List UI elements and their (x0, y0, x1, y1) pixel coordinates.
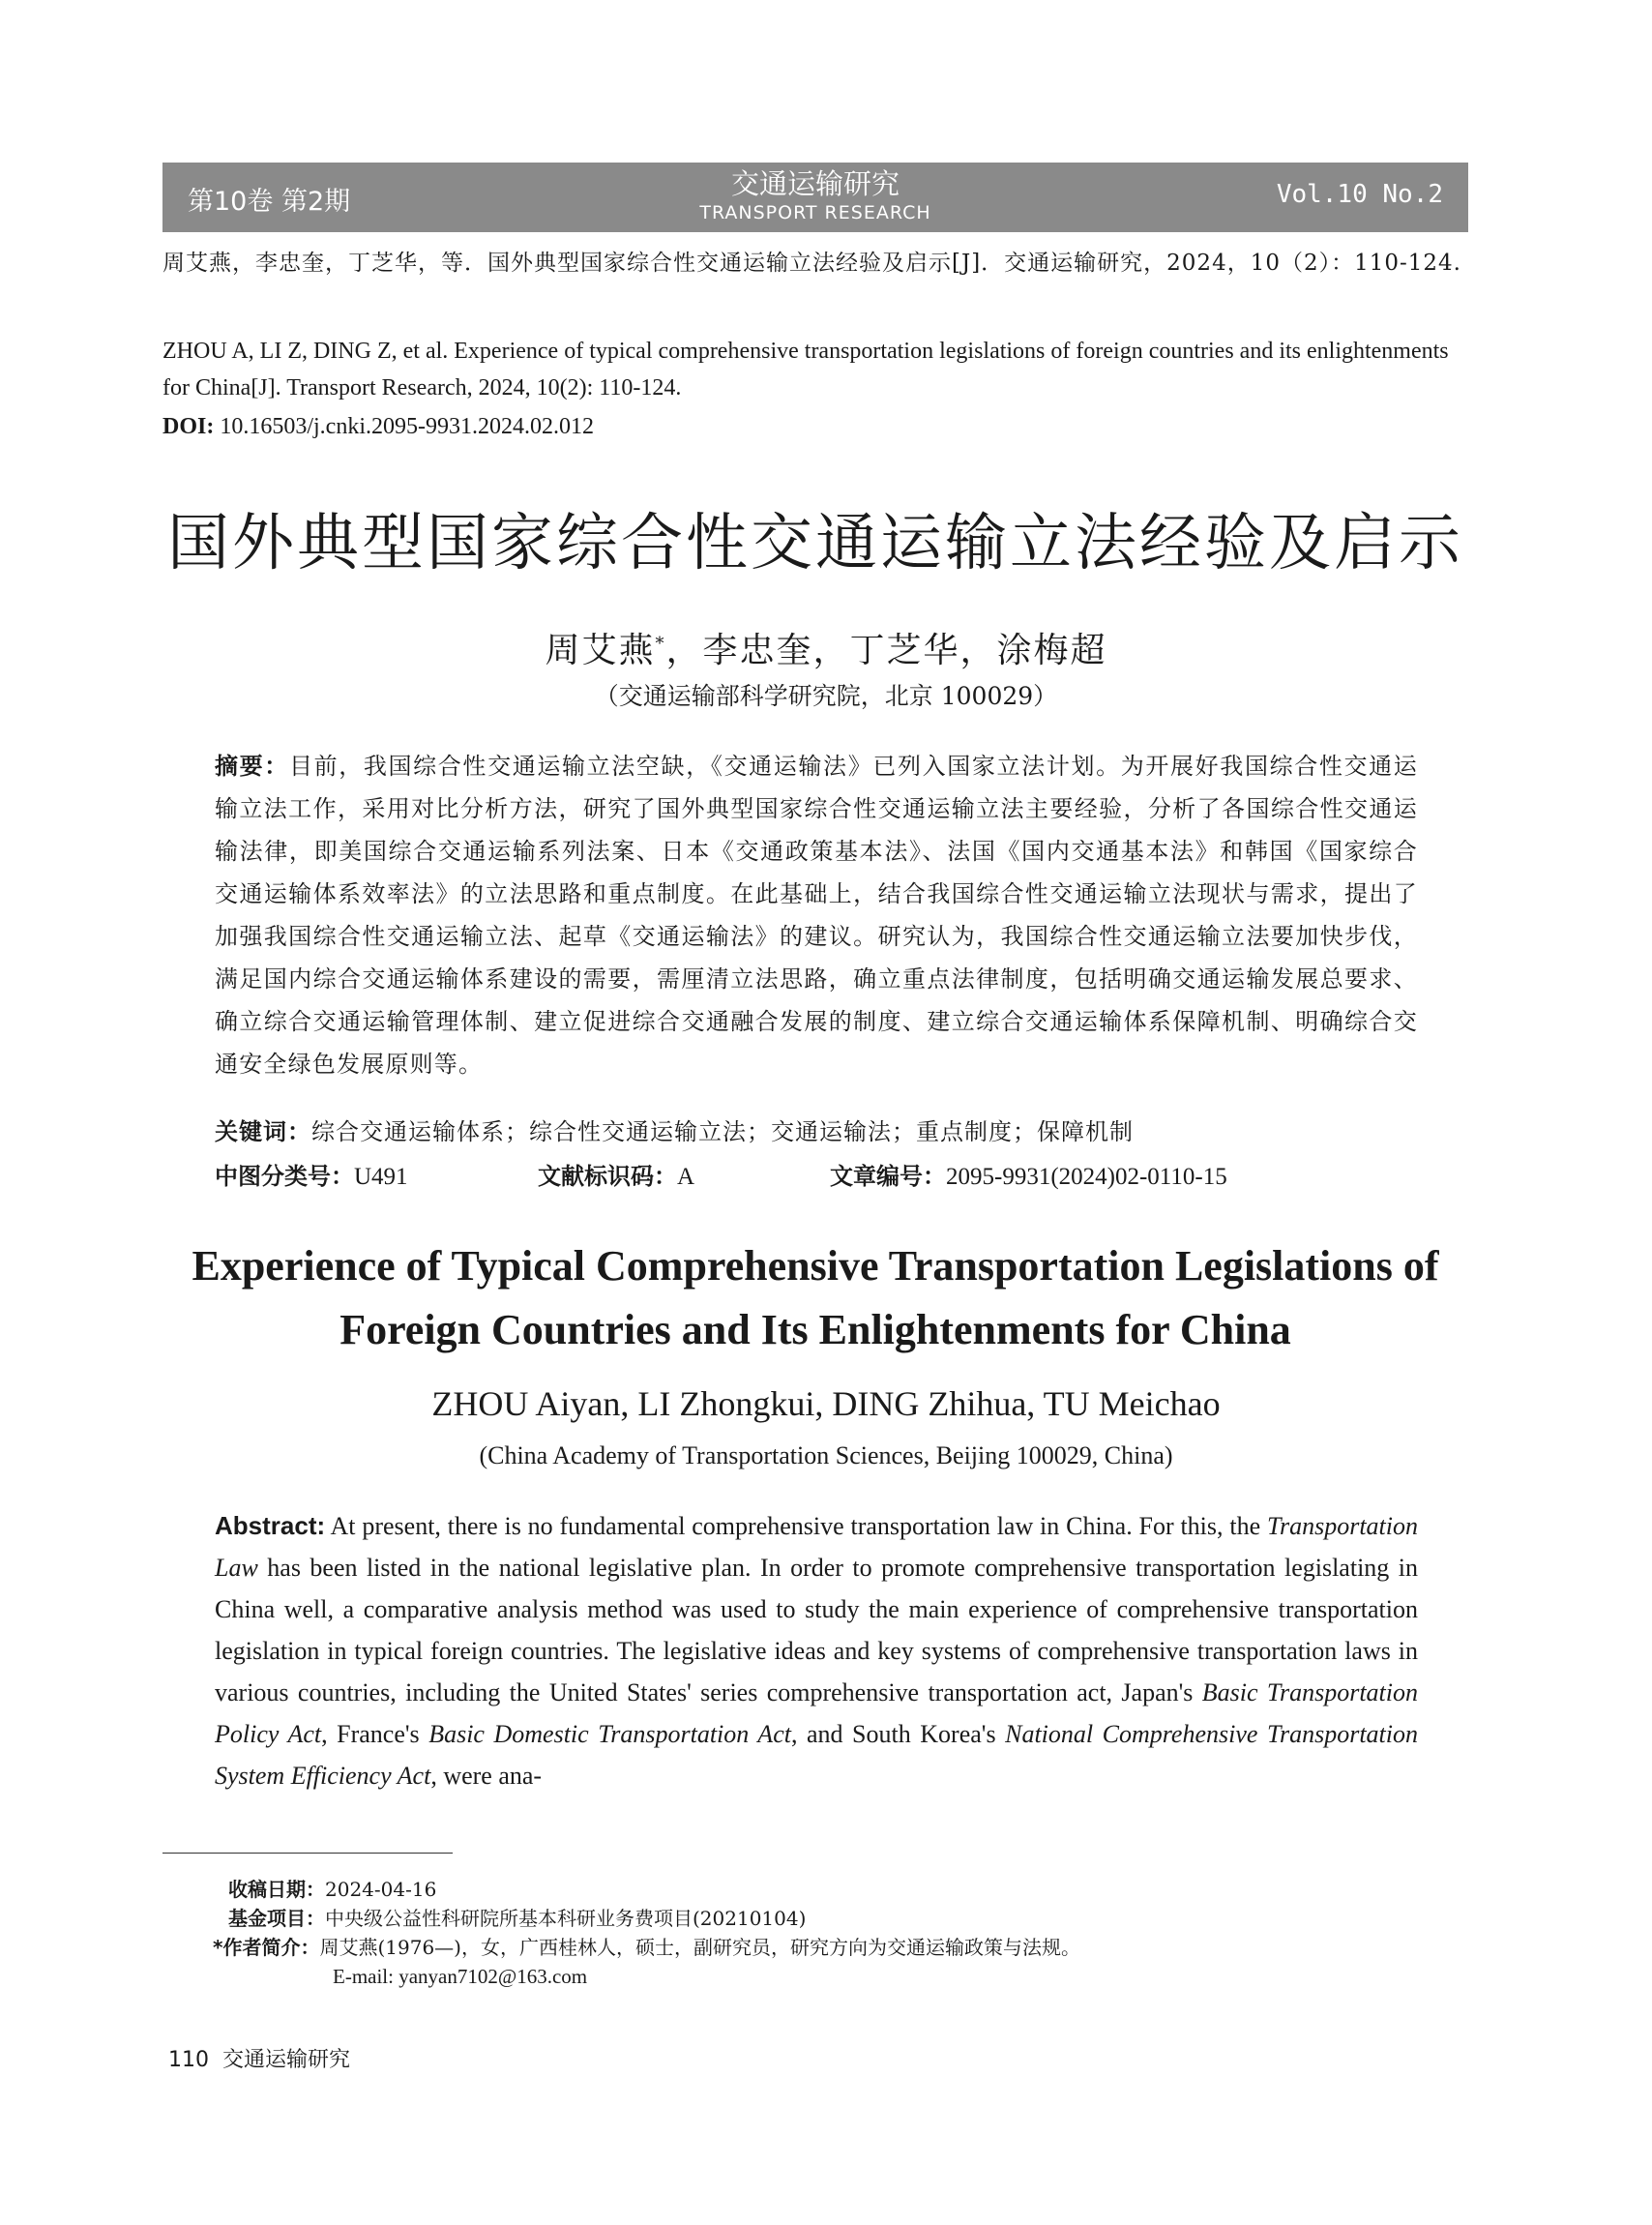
abstract-en-text-5: , were ana- (430, 1762, 543, 1790)
article-number-value: 2095-9931(2024)02-0110-15 (946, 1164, 1227, 1190)
document-code (538, 1157, 694, 1191)
page-footer (168, 2043, 350, 2073)
corresponding-mark: * (655, 634, 666, 654)
abstract-cn (215, 745, 1418, 1085)
other-authors-cn: ，李忠奎，丁芝华，涂梅超 (665, 631, 1107, 670)
author-bio: 周艾燕(1976—)，女，广西桂林人，硕士，副研究员，研究方向为交通运输政策与法规。 (319, 1936, 1080, 1959)
footer-journal-name: 交通运输研究 (222, 2048, 351, 2072)
abstract-en-italic-1: Transportation Law (215, 1512, 1418, 1582)
affiliation-cn: （交通运输部科学研究院，北京 100029） (594, 682, 1058, 710)
abstract-en-text-2: has been listed in the national legislative plan. In order to promote comprehensive transportation legislating in China well, a comparative analysis method was used to study the main experience of comprehensive transportation legislation in typical foreign countries. The legislative ideas and key systems of comprehensive transportation laws in various countries, including the United States' series comprehensive transportation act, Japan's (215, 1554, 1418, 1706)
paper-title-cn: 国外典型国家综合性交通运输立法经验及启示 (167, 508, 1463, 579)
received-date: 2024-04-16 (325, 1878, 437, 1901)
journal-title-cn: 交通运输研究 (730, 167, 900, 200)
keywords-cn (215, 1112, 1418, 1146)
abstract-cn-label: 摘要： (215, 753, 289, 780)
volume-issue-en: Vol.10 No.2 (1276, 180, 1443, 209)
authors-cn (0, 623, 1652, 672)
footnote-author (213, 1933, 1080, 1962)
footnote-fund (228, 1904, 806, 1933)
received-label: 收稿日期： (228, 1878, 325, 1901)
abstract-cn-text: 目前，我国综合性交通运输立法空缺，《交通运输法》已列入国家立法计划。为开展好我国综合性交通运输立法工作，采用对比分析方法，研究了国外典型国家综合性交通运输立法主要经验，分析了各国综合性交通运输法律，即美国综合交通运输系列法案、日本《交通政策基本法》、法国《国内交通基本法》和韩国《国家综合交通运输体系效率法》的立法思路和重点制度。在此基础上，结合我国综合性交通运输立法现状与需求，提出了加强我国综合性交通运输立法、起草《交通运输法》的建议。研究认为，我国综合性交通运输立法要加快步伐，满足国内综合交通运输体系建设的需要，需厘清立法思路，确立重点法律制度，包括明确交通运输发展总要求、确立综合交通运输管理体制、建立促进综合交通融合发展的制度、建立综合交通运输体系保障机制、明确综合交通安全绿色发展原则等。 (215, 753, 1418, 1078)
article-number-label: 文章编号： (830, 1163, 946, 1190)
keywords-cn-text: 综合交通运输体系；综合性交通运输立法；交通运输法；重点制度；保障机制 (311, 1118, 1134, 1145)
doc-code-label: 文献标识码： (538, 1163, 677, 1190)
journal-title-en: TRANSPORT RESEARCH (699, 202, 931, 223)
abstract-en-italic-4: National Comprehensive Transportation System Efficiency Act (215, 1720, 1418, 1790)
footnote-received (228, 1875, 436, 1904)
citation-cn: 周艾燕，李忠奎，丁芝华，等．国外典型国家综合性交通运输立法经验及启示[J]．交通运输研究，2024，10（2）：110-124. (162, 251, 1461, 276)
keywords-cn-label: 关键词： (215, 1118, 311, 1145)
abstract-en (215, 1505, 1418, 1796)
citation-en: ZHOU A, LI Z, DING Z, et al. Experience of typical comprehensive transportation legislations of foreign countries and its enlightenments for China[J]. Transport Research, 2024, 10(2): 110-124. (162, 339, 1449, 400)
abstract-en-text-4: , and South Korea's (790, 1720, 1006, 1748)
author-email[interactable]: E-mail: yanyan7102@163.com (333, 1965, 588, 1988)
abstract-en-text-3: , France's (321, 1720, 429, 1748)
clc-value: U491 (354, 1164, 408, 1190)
abstract-en-italic-3: Basic Domestic Transportation Act (428, 1720, 791, 1748)
journal-name (162, 166, 1468, 224)
doc-code-value: A (677, 1164, 695, 1190)
doi-label: DOI: (162, 414, 215, 439)
fund-label: 基金项目： (228, 1907, 325, 1930)
affiliation-en: (China Academy of Transportation Sciences, Beijing 100029, China) (479, 1441, 1173, 1469)
abstract-en-italic-2: Basic Transportation Policy Act (215, 1678, 1418, 1748)
abstract-en-text-1: At present, there is no fundamental comprehensive transportation law in China. For this, the (325, 1512, 1267, 1540)
fund-value: 中央级公益性科研院所基本科研业务费项目(20210104) (325, 1907, 807, 1930)
clc-label: 中图分类号： (215, 1163, 354, 1190)
first-author-cn: 周艾燕 (545, 631, 656, 670)
footnote-divider (162, 1853, 453, 1854)
clc-number (215, 1157, 408, 1191)
article-number (830, 1157, 1227, 1191)
paper-title-en-line2: Foreign Countries and Its Enlightenments for China (339, 1306, 1291, 1353)
author-bio-label: *作者简介： (213, 1936, 320, 1959)
doi-line (162, 414, 594, 440)
page-number: 110 (168, 2048, 209, 2072)
paper-title-en-line1: Experience of Typical Comprehensive Transportation Legislations of (192, 1242, 1439, 1290)
abstract-en-label: Abstract: (215, 1511, 326, 1540)
volume-issue-cn: 第10卷 第2期 (188, 187, 351, 217)
journal-header-bar (162, 163, 1468, 232)
paper-title-en (162, 1234, 1468, 1362)
authors-en: ZHOU Aiyan, LI Zhongkui, DING Zhihua, TU Meichao (431, 1384, 1221, 1423)
doi-value[interactable]: 10.16503/j.cnki.2095-9931.2024.02.012 (220, 414, 594, 439)
